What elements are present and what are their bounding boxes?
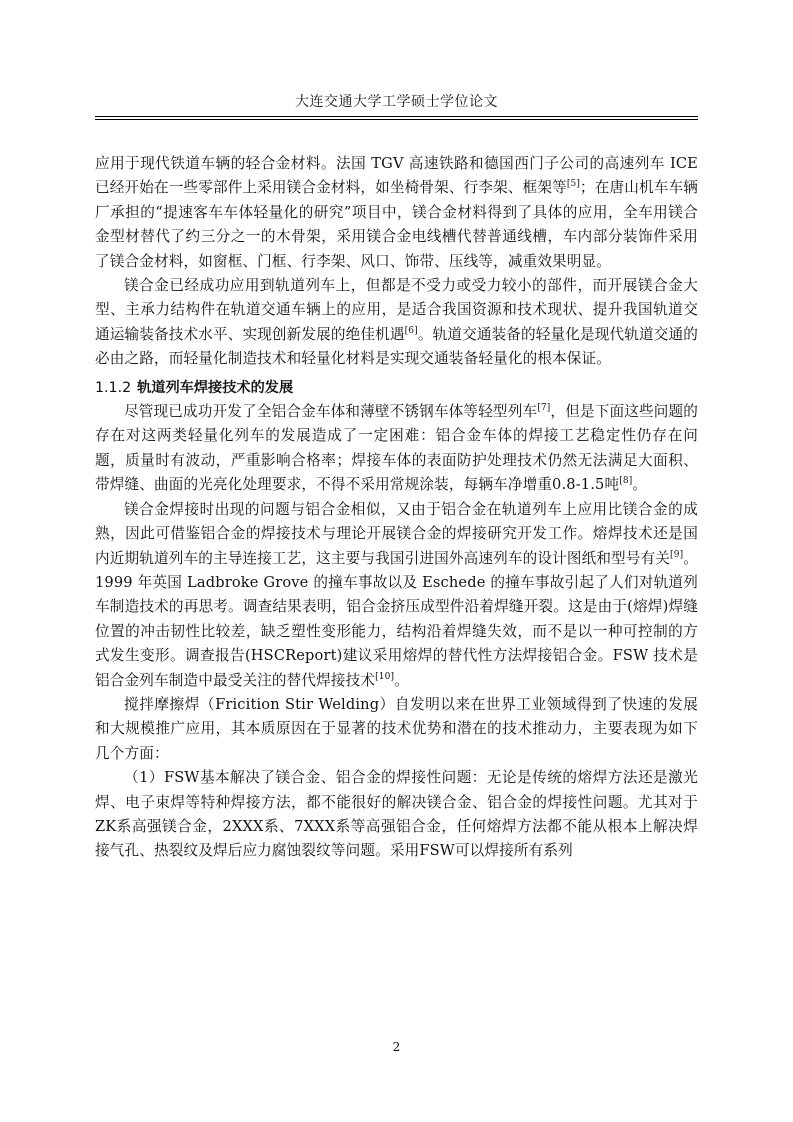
paragraph-text: 镁合金已经成功应用到轨道列车上，但都是不受力或受力较小的部件，而开展镁合金大型、主承力结构件在轨道交通车辆上的应用，是适合我国资源和技术现状、提升我国轨道交通运输装备技术水平、实现创新发展的绝佳机遇 — [95, 277, 698, 343]
section-heading — [95, 376, 698, 400]
paragraph-2 — [95, 274, 698, 372]
header-rule-thin — [95, 119, 698, 120]
running-header: 大连交通大学工学硕士学位论文 — [295, 94, 498, 110]
paragraph-4 — [95, 498, 698, 693]
section-title: 轨道列车焊接技术的发展 — [137, 379, 294, 396]
paragraph-1 — [95, 152, 698, 274]
section-number: 1.1.2 — [95, 379, 132, 396]
paragraph-text: 。 — [394, 671, 409, 689]
paragraph-text: ；在唐山机车车辆厂承担的“提速客车车体轻量化的研究”项目中，镁合金材料得到了具体的应用，全车用镁合金型材替代了约三分之一的木骨架，采用镁合金电线槽代替普通线槽，车内部分装饰件采用了镁合金材料，如窗框、门框、行李架、风口、饰带、压线等，减重效果明显。 — [95, 179, 698, 270]
paragraph-6 — [95, 766, 698, 864]
body-text — [95, 152, 698, 864]
paragraph-text: ，但是下面这些问题的存在对这两类轻量化列车的发展造成了一定困难：铝合金车体的焊接工艺稳定性仍存在问题，质量时有波动，严重影响合格率；焊接车体的表面防护处理技术仍然无法满足大面积、带焊缝、曲面的光亮化处理要求，不得不采用常规涂装，每辆车净增重0.8-1.5吨 — [95, 403, 698, 494]
citation-ref: [10] — [375, 671, 395, 682]
citation-ref: [8] — [619, 476, 633, 487]
paragraph-text: 尽管现已成功开发了全铝合金车体和薄壁不锈钢车体等轻型列车 — [124, 403, 538, 421]
citation-ref: [9] — [670, 549, 684, 560]
page-number: 2 — [392, 1040, 401, 1054]
citation-ref: [5] — [566, 179, 581, 190]
paragraph-text: 。轨道交通装备的轻量化是现代轨道交通的必由之路，而轻量化制造技术和轻量化材料是实现交通装备轻量化的根本保证。 — [95, 325, 698, 368]
paragraph-text: 。1999 年英国 Ladbroke Grove 的撞车事故以及 Eschede 的撞车事故引起了人们对轨道列车制造技术的再思考。调查结果表明，铝合金挤压成型件沿着焊缝开裂。这是由于(熔焊)焊缝位置的冲击韧性比较差，缺乏塑性变形能力，结构沿着焊缝失效，而不是以一种可控制的方式发生变形。调查报告(HSCReport)建议采用熔焊的替代性方法焊接铝合金。FSW 技术是铝合金列车制造中最受关注的替代焊接技术 — [95, 549, 698, 689]
paragraph-5 — [95, 693, 698, 766]
paragraph-text: 。 — [632, 476, 648, 494]
paragraph-3 — [95, 400, 698, 498]
paragraph-text: 搅拌摩擦焊（Fricition Stir Welding）自发明以来在世界工业领域得到了快速的发展和大规模推广应用，其本质原因在于显著的技术优势和潜在的技术推动力，主要表现为如下几个方面： — [95, 695, 698, 762]
paragraph-text: 应用于现代铁道车辆的轻合金材料。法国 TGV 高速铁路和德国西门子公司的高速列车 ICE 已经开始在一些零部件上采用镁合金材料，如坐椅骨架、行李架、框架等 — [95, 155, 698, 197]
citation-ref: [7] — [537, 403, 551, 414]
header-rule — [95, 116, 698, 117]
paragraph-text: （1）FSW基本解决了镁合金、铝合金的焊接性问题：无论是传统的熔焊方法还是激光焊、电子束焊等特种焊接方法，都不能很好的解决镁合金、铝合金的焊接性问题。尤其对于ZK系高强镁合金，2XXX系、7XXX系等高强铝合金，任何熔焊方法都不能从根本上解决焊接气孔、热裂纹及焊后应力腐蚀裂纹等问题。采用FSW可以焊接所有系列 — [95, 769, 698, 860]
paragraph-text: 镁合金焊接时出现的问题与铝合金相似，又由于铝合金在轨道列车上应用比镁合金的成熟，因此可借鉴铝合金的焊接技术与理论开展镁合金的焊接研究开发工作。熔焊技术还是国内近期轨道列车的主导连接工艺，这主要与我国引进国外高速列车的设计图纸和型号有关 — [95, 500, 698, 567]
citation-ref: [6] — [404, 325, 418, 336]
